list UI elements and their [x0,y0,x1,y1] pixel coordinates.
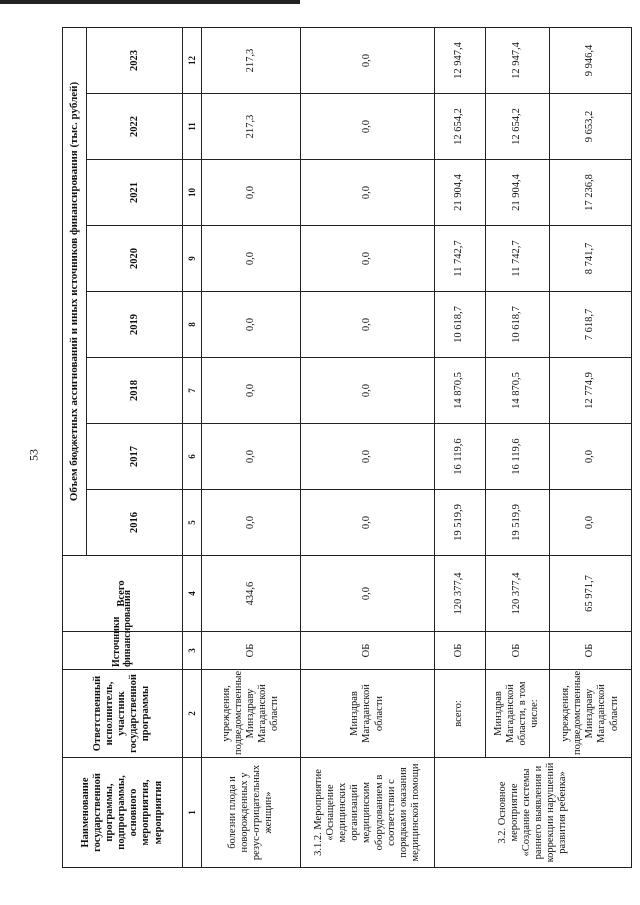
row-value: 12 947,4 [434,27,485,93]
rotated-table-container [62,28,632,868]
col-number: 9 [182,226,201,292]
row-value: 14 870,5 [434,358,485,424]
row-value: 0,0 [301,160,434,226]
row-source: ОБ [485,632,549,670]
row-value: 10 618,7 [434,292,485,358]
header-year: 2018 [87,358,182,424]
row-value: 14 870,5 [485,358,549,424]
row-value: 9 946,4 [549,27,631,93]
col-number: 3 [182,632,201,670]
col-number: 6 [182,424,201,490]
header-year: 2022 [87,94,182,160]
row-value: 217,3 [201,94,301,160]
col-number: 7 [182,358,201,424]
header-group-title: Объем бюджетных ассигнований и иных источников финансирования (тыс. рублей) [63,27,87,555]
header-total: Всего [63,556,183,632]
table-row [549,27,631,867]
row-value: 0,0 [201,490,301,556]
financing-table [62,27,632,868]
row-value: 0,0 [549,424,631,490]
row-executor: всего: [434,670,485,758]
header-year: 2019 [87,292,182,358]
row-value: 7 618,7 [549,292,631,358]
row-total: 65 971,7 [549,556,631,632]
row-value: 217,3 [201,27,301,93]
col-number: 1 [182,758,201,868]
row-value: 12 654,2 [485,94,549,160]
header-row-1 [63,27,87,867]
row-value: 0,0 [301,292,434,358]
page-number: 53 [26,449,41,461]
row-value: 11 742,7 [434,226,485,292]
table-row [434,27,485,867]
header-year: 2017 [87,424,182,490]
header-year: 2020 [87,226,182,292]
row-value: 19 519,9 [485,490,549,556]
col-number: 12 [182,27,201,93]
row-value: 0,0 [201,160,301,226]
col-number: 10 [182,160,201,226]
row-total: 120 377,4 [485,556,549,632]
row-value: 19 519,9 [434,490,485,556]
row-value: 11 742,7 [485,226,549,292]
row-total: 120 377,4 [434,556,485,632]
row-value: 16 119,6 [485,424,549,490]
row-value: 0,0 [201,424,301,490]
table-row [485,27,549,867]
row-name: 3.1.2. Мероприятие «Оснащение медицинских организаций медицинским оборудованием в соответствии с порядками оказания медицинской помощи [301,758,434,868]
col-number: 4 [182,556,201,632]
row-name: болезни плода и новорожденных у резус-отрицательных женщин» [201,758,301,868]
row-name: 3.2. Основное мероприятие «Создание системы раннего выявления и коррекции нарушений развития ребенка» [434,758,631,868]
row-value: 0,0 [201,292,301,358]
row-value: 0,0 [301,27,434,93]
row-value: 0,0 [301,358,434,424]
row-executor: Минздрав Магаданской области, в том числе: [485,670,549,758]
row-value: 17 236,8 [549,160,631,226]
col-number: 8 [182,292,201,358]
row-executor: учреждения, подведомственные Минздраву Магаданской области [201,670,301,758]
row-source: ОБ [434,632,485,670]
header-year: 2016 [87,490,182,556]
row-value: 0,0 [201,226,301,292]
col-number: 2 [182,670,201,758]
table-row [201,27,301,867]
row-executor: Минздрав Магаданской области [301,670,434,758]
header-year: 2021 [87,160,182,226]
row-total: 0,0 [301,556,434,632]
header-name: Наименование государственной программы, подпрограммы, основного мероприятия, мероприятия [63,758,183,868]
row-value: 16 119,6 [434,424,485,490]
row-value: 21 904,4 [434,160,485,226]
row-value: 10 618,7 [485,292,549,358]
row-value: 8 741,7 [549,226,631,292]
row-executor: учреждения, подведомственные Минздраву Магаданской области [549,670,631,758]
column-number-row [182,27,201,867]
top-rule [0,0,300,4]
row-value: 12 947,4 [485,27,549,93]
row-value: 12 774,9 [549,358,631,424]
header-year: 2023 [87,27,182,93]
row-value: 0,0 [301,226,434,292]
row-total: 434,6 [201,556,301,632]
row-source: ОБ [549,632,631,670]
row-value: 0,0 [201,358,301,424]
row-value: 0,0 [301,490,434,556]
row-value: 12 654,2 [434,94,485,160]
header-source: Источники финансирования [63,632,183,670]
row-value: 21 904,4 [485,160,549,226]
header-executor: Ответственный исполнитель, участник государственной программы [63,670,183,758]
row-value: 0,0 [301,94,434,160]
table-row [301,27,434,867]
row-value: 9 653,2 [549,94,631,160]
row-source: ОБ [301,632,434,670]
row-source: ОБ [201,632,301,670]
row-value: 0,0 [301,424,434,490]
col-number: 11 [182,94,201,160]
row-value: 0,0 [549,490,631,556]
col-number: 5 [182,490,201,556]
